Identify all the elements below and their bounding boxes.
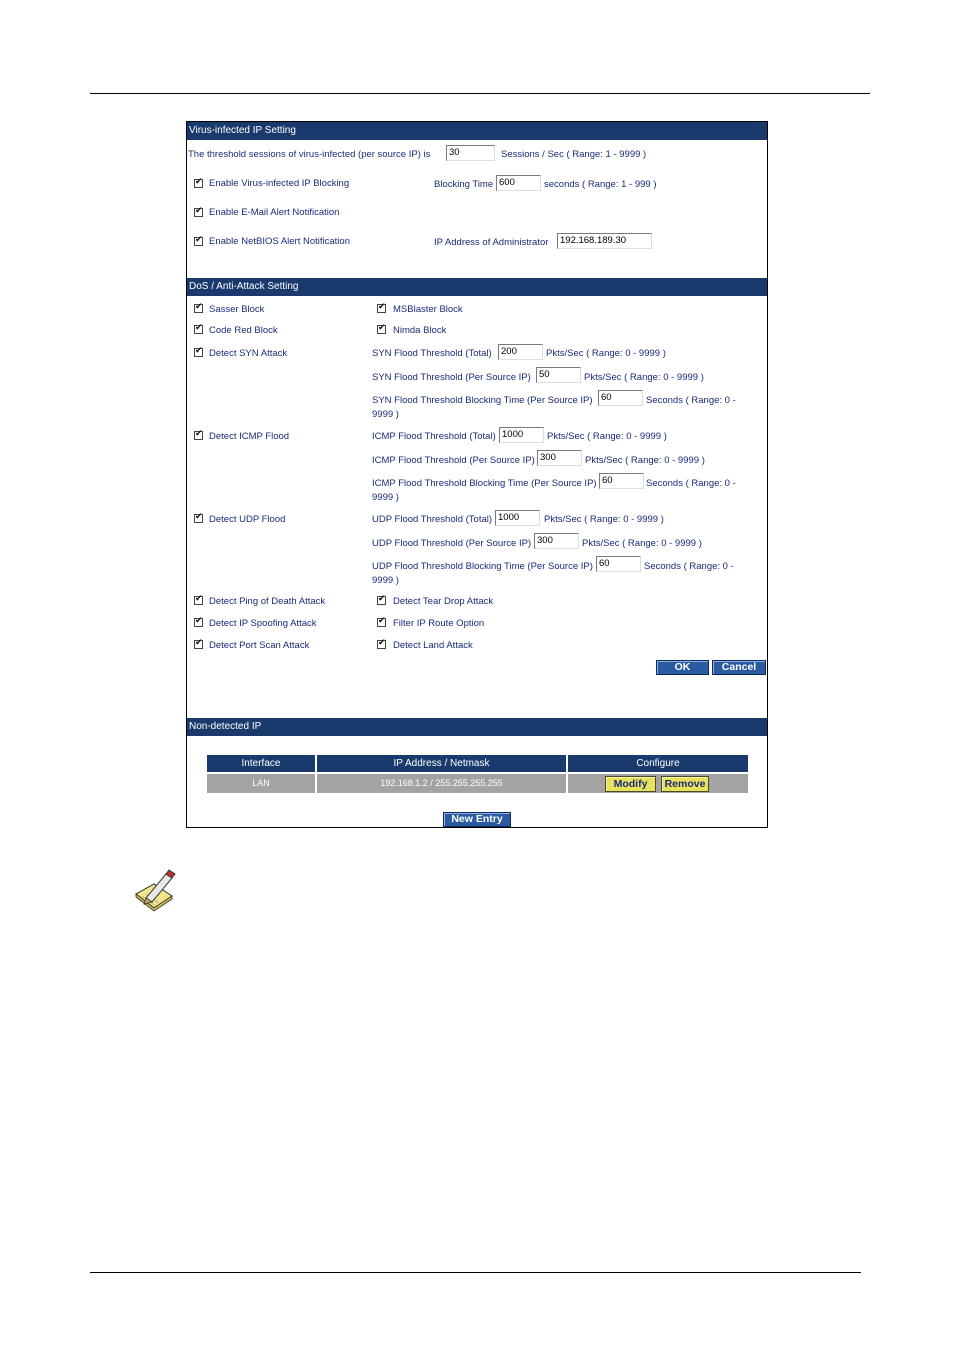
filter-route-checkbox[interactable] bbox=[377, 618, 386, 627]
sasser-label: Sasser Block bbox=[209, 304, 265, 315]
enable-blocking-label: Enable Virus-infected IP Blocking bbox=[209, 178, 350, 189]
ping-of-death-label: Detect Ping of Death Attack bbox=[209, 596, 326, 607]
row-interface-cell: LAN bbox=[207, 774, 315, 793]
syn-total-input[interactable]: 200 bbox=[498, 344, 543, 360]
syn-label: Detect SYN Attack bbox=[209, 348, 288, 359]
udp-per-input[interactable]: 300 bbox=[534, 533, 579, 549]
icmp-block-label: ICMP Flood Threshold Blocking Time (Per Source IP) bbox=[372, 478, 597, 489]
msblaster-label: MSBlaster Block bbox=[393, 304, 463, 315]
virus-section-header: Virus-infected IP Setting bbox=[187, 122, 767, 140]
admin-ip-label: IP Address of Administrator bbox=[434, 237, 549, 248]
page-footer-rule bbox=[90, 1272, 861, 1273]
threshold-sessions-input[interactable]: 30 bbox=[446, 145, 495, 161]
icmp-total-input[interactable]: 1000 bbox=[499, 427, 544, 443]
note-pencil-icon bbox=[132, 868, 176, 912]
syn-block-unit-cont: 9999 ) bbox=[372, 409, 399, 420]
icmp-block-unit-cont: 9999 ) bbox=[372, 492, 399, 503]
icmp-per-input[interactable]: 300 bbox=[537, 450, 582, 466]
modify-button[interactable]: Modify bbox=[605, 776, 656, 792]
settings-panel bbox=[186, 121, 768, 828]
nondetected-section-header: Non-detected IP bbox=[187, 718, 767, 736]
new-entry-button[interactable]: New Entry bbox=[443, 812, 511, 827]
ip-spoofing-label: Detect IP Spoofing Attack bbox=[209, 618, 317, 629]
udp-total-input[interactable]: 1000 bbox=[495, 510, 540, 526]
sasser-checkbox[interactable] bbox=[194, 304, 203, 313]
tear-drop-label: Detect Tear Drop Attack bbox=[393, 596, 494, 607]
remove-button[interactable]: Remove bbox=[661, 776, 709, 792]
icmp-block-input[interactable]: 60 bbox=[599, 473, 644, 489]
syn-per-input[interactable]: 50 bbox=[536, 367, 581, 383]
syn-total-label: SYN Flood Threshold (Total) bbox=[372, 348, 492, 359]
threshold-label: The threshold sessions of virus-infected (per source IP) is bbox=[188, 149, 431, 160]
icmp-per-unit: Pkts/Sec ( Range: 0 - 9999 ) bbox=[585, 455, 705, 466]
col-header-configure: Configure bbox=[568, 755, 748, 772]
codered-label: Code Red Block bbox=[209, 325, 278, 336]
icmp-checkbox[interactable] bbox=[194, 431, 203, 440]
port-scan-label: Detect Port Scan Attack bbox=[209, 640, 310, 651]
admin-ip-input[interactable]: 192.168.189.30 bbox=[557, 233, 652, 249]
land-attack-label: Detect Land Attack bbox=[393, 640, 473, 651]
col-header-interface: Interface bbox=[207, 755, 315, 772]
blocking-time-unit: seconds ( Range: 1 - 999 ) bbox=[544, 179, 657, 190]
tear-drop-checkbox[interactable] bbox=[377, 596, 386, 605]
icmp-label: Detect ICMP Flood bbox=[209, 431, 290, 442]
codered-checkbox[interactable] bbox=[194, 325, 203, 334]
udp-block-unit: Seconds ( Range: 0 - bbox=[644, 561, 734, 572]
enable-email-checkbox[interactable] bbox=[194, 208, 203, 217]
icmp-per-label: ICMP Flood Threshold (Per Source IP) bbox=[372, 455, 535, 466]
row-configure-cell bbox=[568, 774, 748, 793]
udp-total-label: UDP Flood Threshold (Total) bbox=[372, 514, 493, 525]
enable-netbios-label: Enable NetBIOS Alert Notification bbox=[209, 236, 350, 247]
col-header-ip: IP Address / Netmask bbox=[317, 755, 566, 772]
cancel-button[interactable]: Cancel bbox=[712, 660, 766, 675]
enable-email-label: Enable E-Mail Alert Notification bbox=[209, 207, 340, 218]
udp-per-label: UDP Flood Threshold (Per Source IP) bbox=[372, 538, 532, 549]
blocking-time-label: Blocking Time bbox=[434, 179, 494, 190]
udp-per-unit: Pkts/Sec ( Range: 0 - 9999 ) bbox=[582, 538, 702, 549]
msblaster-checkbox[interactable] bbox=[377, 304, 386, 313]
udp-label: Detect UDP Flood bbox=[209, 514, 286, 525]
syn-checkbox[interactable] bbox=[194, 348, 203, 357]
filter-route-label: Filter IP Route Option bbox=[393, 618, 485, 629]
udp-block-unit-cont: 9999 ) bbox=[372, 575, 399, 586]
enable-blocking-checkbox[interactable] bbox=[194, 179, 203, 188]
dos-section-header: DoS / Anti-Attack Setting bbox=[187, 278, 767, 296]
threshold-unit: Sessions / Sec ( Range: 1 - 9999 ) bbox=[501, 149, 647, 160]
udp-total-unit: Pkts/Sec ( Range: 0 - 9999 ) bbox=[544, 514, 664, 525]
icmp-total-label: ICMP Flood Threshold (Total) bbox=[372, 431, 496, 442]
nimda-label: Nimda Block bbox=[393, 325, 447, 336]
land-attack-checkbox[interactable] bbox=[377, 640, 386, 649]
udp-block-input[interactable]: 60 bbox=[596, 556, 641, 572]
nimda-checkbox[interactable] bbox=[377, 325, 386, 334]
row-ip-cell: 192.168.1.2 / 255.255.255.255 bbox=[317, 774, 566, 793]
udp-checkbox[interactable] bbox=[194, 514, 203, 523]
icmp-total-unit: Pkts/Sec ( Range: 0 - 9999 ) bbox=[547, 431, 667, 442]
port-scan-checkbox[interactable] bbox=[194, 640, 203, 649]
ping-of-death-checkbox[interactable] bbox=[194, 596, 203, 605]
syn-block-unit: Seconds ( Range: 0 - bbox=[646, 395, 736, 406]
blocking-time-input[interactable]: 600 bbox=[496, 175, 541, 191]
icmp-block-unit: Seconds ( Range: 0 - bbox=[646, 478, 736, 489]
enable-netbios-checkbox[interactable] bbox=[194, 237, 203, 246]
ip-spoofing-checkbox[interactable] bbox=[194, 618, 203, 627]
syn-block-input[interactable]: 60 bbox=[598, 390, 643, 406]
syn-per-label: SYN Flood Threshold (Per Source IP) bbox=[372, 372, 531, 383]
ok-button[interactable]: OK bbox=[656, 660, 709, 675]
syn-block-label: SYN Flood Threshold Blocking Time (Per Source IP) bbox=[372, 395, 593, 406]
page-header-rule bbox=[90, 93, 870, 94]
syn-total-unit: Pkts/Sec ( Range: 0 - 9999 ) bbox=[546, 348, 666, 359]
syn-per-unit: Pkts/Sec ( Range: 0 - 9999 ) bbox=[584, 372, 704, 383]
udp-block-label: UDP Flood Threshold Blocking Time (Per Source IP) bbox=[372, 561, 593, 572]
